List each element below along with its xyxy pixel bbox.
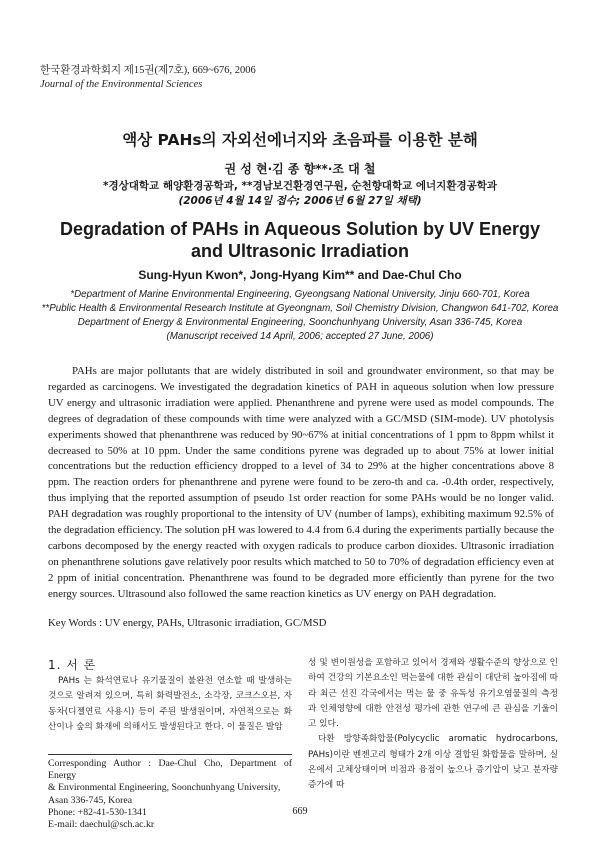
corr-line: Asan 336-745, Korea: [48, 794, 133, 806]
affiliation-line: *Department of Marine Environmental Engineering, Gyeongsang National University, Jinju 660-701, Korea: [70, 289, 530, 300]
section-heading-introduction: 1. 서 론: [48, 658, 97, 672]
english-title: [0, 218, 600, 262]
english-title-line-1: Degradation of PAHs in Aqueous Solution by UV Energy: [59, 219, 541, 239]
footnote-divider: [48, 754, 292, 755]
intro-paragraph: PAHs 는 화석연료나 유기물질이 불완전 연소할 때 발생하는 것으로 알려져 있으며, 특히 화력발전소, 소각장, 코크스오븐, 자동차(디젤연료 사용시) 등이 주된 발생원이며, 자연적으로는 화산이나 숲의 화재에 의해서도 발생된다고 한다. 이 물질은 발암: [48, 676, 292, 732]
korean-affiliations: *경상대학교 해양환경공학과, **경남보건환경연구원, 순천향대학교 에너지환경공학과: [102, 180, 498, 192]
corr-line: Corresponding Author : Dae-Chul Cho, Department of Energy: [48, 758, 292, 782]
korean-received-date: (2006년 4월 14일 접수; 2006년 6월 27일 채택): [178, 195, 422, 207]
english-authors: Sung-Hyun Kwon*, Jong-Hyang Kim** and Dae-Chul Cho: [138, 268, 462, 282]
english-title-line-2: and Ultrasonic Irradiation: [190, 241, 410, 261]
affiliation-line: **Public Health & Environmental Research Institute at Gyeongnam, Soil Chemistry Division, Changwon 641-702, Korea: [41, 303, 559, 314]
intro-paragraph-continued: 성 및 변이원성을 포함하고 있어서 경제와 생활수준의 향상으로 인하여 건강의 기본요소인 먹는물에 대한 관심이 대단히 높아짐에 따라 최근 선진 각국에서는 먹는 물 중 유독성 유기오염물질의 측정과 인체영향에 대한 안전성 평가에 관한 연구에 큰 관심을 기울이고 있다.: [308, 658, 558, 730]
manuscript-dates: (Manuscript received 14 April, 2006; accepted 27 June, 2006): [166, 331, 434, 342]
english-affiliations: [0, 288, 600, 344]
korean-title: 액상 PAHs의 자외선에너지와 초음파를 이용한 분해: [122, 131, 478, 149]
keywords: Key Words : UV energy, PAHs, Ultrasonic irradiation, GC/MSD: [48, 617, 327, 629]
pah-definition-paragraph: 다환 방향족화합물(Polycyclic aromatic hydrocarbons, PAHs)이란 벤젠고리 형태가 2개 이상 결합된 화합물을 말하며, 실온에서 고체상태이며 비점과 융점이 높으나 증기압이 낮고 분자량증가에 따: [308, 734, 558, 791]
abstract: PAHs are major pollutants that are widely distributed in soil and groundwater environment, so that may be regarded as carcinogens. We investigated the degradation kinetics of PAH in aqueous solution when low pressure UV energy and ultrasonic irradiation were applied. Phenanthrene and pyrene were used as model compounds. The degrees of degradation of these compounds with time were analyzed with a GC/MSD (SIM-mode). UV photolysis experiments showed that phenanthrene was reduced by 90~67% at initial concentrations of 1 ppm to 8ppm whilst it decreased to 50% at 10 ppm. Under the same conditions pyrene was degraded up to about 75% at lower initial concentrations but the reduction efficiency dropped to a level of 34 to 29% at the higher concentrations above 8 ppm. The reaction orders for phenanthrene and pyrene were found to be zero-th and ca. -0.4th order, respectively, thus implying that the reported assumption of pseudo 1st order reaction for some PAHs would be no longer valid. PAH degradation was roughly proportional to the intensity of UV (number of lamps), exhibiting maximum 92.5% of the degradation efficiency. The solution pH was lowered to 4.4 from 6.4 during the experiments partially because the carbons decomposed by the energy reacted with oxygen radicals to produce carbon dioxides. Ultrasonic irradiation on phenanthrene solutions gave relatively poor results which matched to 50 to 70% of degradation efficiency even at 2 ppm of initial concentration. Phenanthrene was found to be degraded more efficiently than pyrene for the two energy sources. Ultrasound also followed the same reaction kinetics as UV energy on PAH degradation.: [48, 365, 554, 600]
corr-phone: Phone: +82-41-530-1341: [48, 806, 147, 818]
korean-authors: 권 성 현·김 종 향**·조 대 철: [224, 162, 376, 176]
corr-email: E-mail: daechul@sch.ac.kr: [48, 819, 155, 831]
corr-line: & Environmental Engineering, Soonchunhyang University,: [48, 782, 281, 794]
corresponding-author-note: [48, 758, 292, 831]
page-number: 669: [292, 806, 308, 817]
right-column-text: [308, 656, 558, 794]
journal-citation: 한국환경과학회지 제15권(제7호), 669~676, 2006: [40, 65, 256, 76]
affiliation-line: Department of Energy & Environmental Engineering, Soonchunhyang University, Asan 336-745, Korea: [77, 317, 523, 328]
journal-name: Journal of the Environmental Sciences: [40, 79, 203, 90]
